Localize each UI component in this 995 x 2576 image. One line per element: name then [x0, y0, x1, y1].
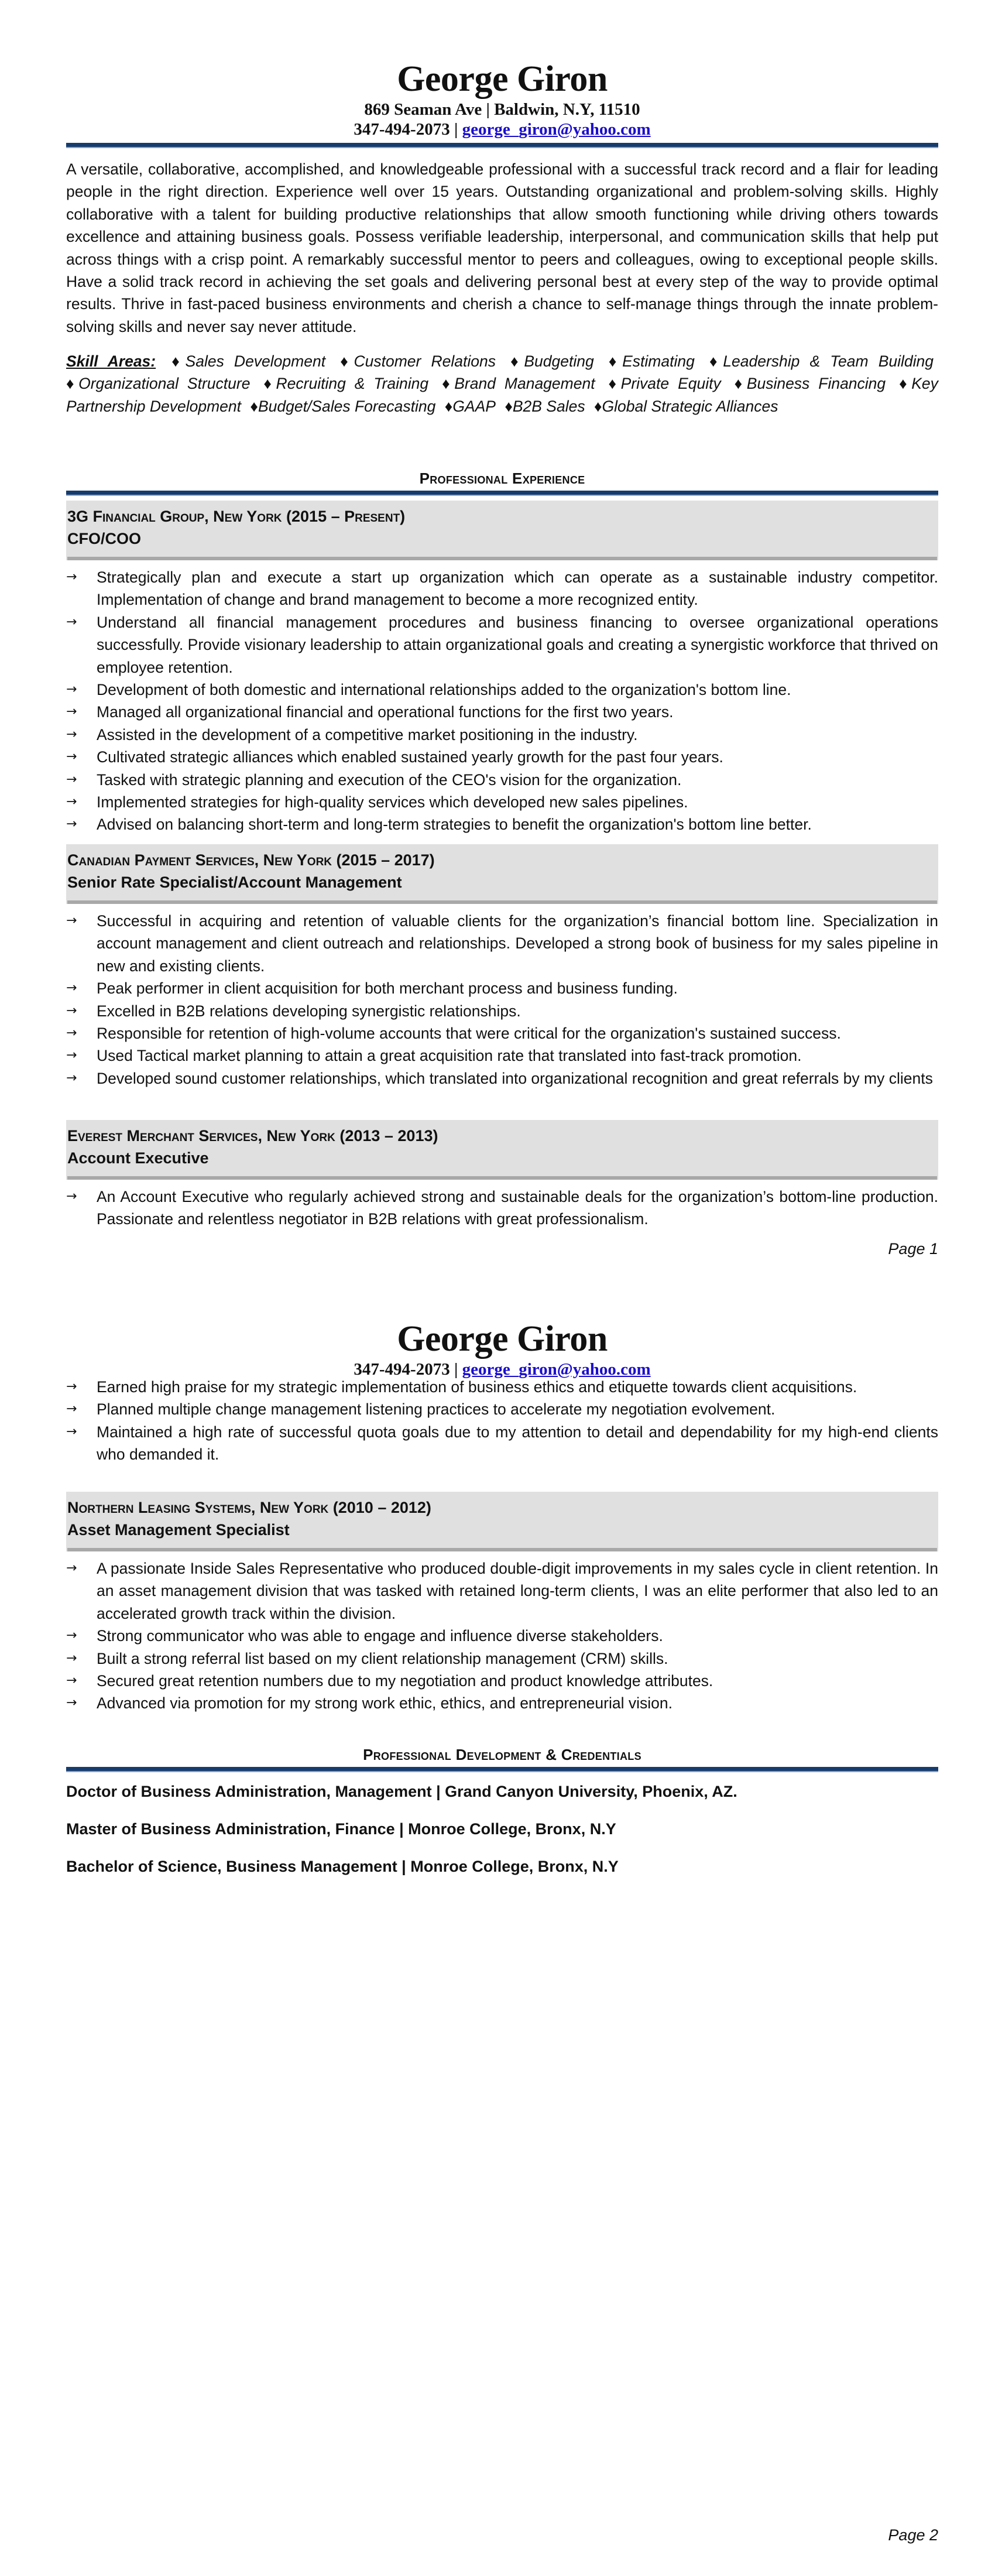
credential-item: Bachelor of Science, Business Management | Monroe College, Bronx, N.Y	[66, 1858, 619, 1875]
skill-item: ♦Customer Relations	[340, 352, 496, 370]
skill-item: ♦Budget/Sales Forecasting	[250, 397, 436, 415]
arrow-right-icon: →	[66, 1189, 77, 1204]
job-title: Account Executive	[67, 1149, 209, 1167]
job-company: Canadian Payment Services, New York (2015 – 2017)	[67, 851, 435, 869]
page-number: Page 2	[888, 2526, 938, 2544]
skill-item: ♦Budgeting	[510, 352, 594, 370]
list-item: → Planned multiple change management listening practices to accelerate my negotiation evolvement.	[66, 1398, 938, 1420]
list-item: → Peak performer in client acquisition for both merchant process and business funding.	[66, 977, 938, 999]
arrow-right-icon: →	[66, 1695, 77, 1711]
phone-number: 347-494-2073	[354, 120, 450, 139]
job-header	[66, 1120, 938, 1180]
candidate-name: George Giron	[397, 59, 608, 99]
arrow-right-icon: →	[66, 1402, 77, 1417]
skill-item: ♦Private Equity	[608, 375, 721, 393]
job-header	[66, 501, 938, 560]
job-bullets	[66, 1186, 938, 1231]
job-company: Everest Merchant Services, New York (2013 – 2013)	[67, 1127, 438, 1145]
skill-item: ♦Organizational Structure	[66, 375, 251, 393]
job-entry	[66, 1120, 938, 1231]
arrow-right-icon: →	[66, 1650, 77, 1666]
job-header	[66, 844, 938, 904]
job-company: Northern Leasing Systems, New York (2010 – 2012)	[67, 1499, 431, 1516]
arrow-right-icon: →	[66, 1561, 77, 1575]
skill-item: ♦Key Partnership Development	[66, 375, 938, 415]
list-item: → Understand all financial management procedures and business financing to oversee organizational operations successfully. Provide visionary leadership to attain organizational goals and creating a synergistic workforce that thrived on employee retention.	[66, 611, 938, 679]
resume-header	[66, 59, 938, 148]
list-item: → Tasked with strategic planning and execution of the CEO's vision for the organization.	[66, 769, 938, 791]
skill-item: ♦B2B Sales	[505, 397, 585, 415]
header-divider	[66, 143, 938, 148]
arrow-right-icon: →	[66, 772, 77, 787]
contact-separator: |	[450, 120, 462, 139]
arrow-right-icon: →	[66, 682, 77, 697]
contact-separator: |	[450, 1360, 462, 1379]
list-item: → Development of both domestic and international relationships added to the organization's bottom line.	[66, 679, 938, 701]
email-link[interactable]: george_giron@yahoo.com	[462, 120, 651, 139]
arrow-right-icon: →	[66, 704, 77, 720]
arrow-right-icon: →	[66, 1026, 77, 1041]
list-item: → Responsible for retention of high-volume accounts that were critical for the organization's sustained success.	[66, 1022, 938, 1044]
list-item: → Managed all organizational financial and operational functions for the first two years.	[66, 701, 938, 723]
list-item: → Advanced via promotion for my strong work ethic, ethics, and entrepreneurial vision.	[66, 1692, 938, 1714]
skill-item: ♦Estimating	[608, 352, 695, 370]
list-item: → Developed sound customer relationships, which translated into organizational recognition and great referrals by my clients	[66, 1067, 938, 1090]
job-company: 3G Financial Group, New York (2015 – Present)	[67, 508, 406, 525]
list-item: → An Account Executive who regularly achieved strong and sustainable deals for the organization’s bottom-line production. Passionate and relentless negotiator in B2B relations with great professionalism.	[66, 1186, 938, 1231]
candidate-name: George Giron	[397, 1319, 608, 1359]
phone-number: 347-494-2073	[354, 1360, 450, 1379]
arrow-right-icon: →	[66, 1070, 77, 1085]
resume-header	[66, 1318, 938, 1379]
job-bullets	[66, 1557, 938, 1715]
job-entry	[66, 1492, 938, 1715]
list-item: → Successful in acquiring and retention of valuable clients for the organization’s financial bottom line. Specialization in account management and client outreach and relationships. Developed a strong book of business for my sales pipeline in new and existing clients.	[66, 910, 938, 977]
job-title: Senior Rate Specialist/Account Management	[67, 873, 402, 891]
list-item: → Built a strong referral list based on my client relationship management (CRM) skills.	[66, 1647, 938, 1670]
arrow-right-icon: →	[66, 1379, 77, 1394]
address-line: 869 Seaman Ave | Baldwin, N.Y, 11510	[364, 100, 640, 119]
list-item: → Assisted in the development of a competitive market positioning in the industry.	[66, 724, 938, 746]
skill-areas-label: Skill Areas:	[66, 352, 156, 370]
list-item: → Implemented strategies for high-quality services which developed new sales pipelines.	[66, 791, 938, 813]
contact-line	[66, 119, 938, 139]
skill-areas	[66, 350, 938, 417]
credential-item: Doctor of Business Administration, Management | Grand Canyon University, Phoenix, AZ.	[66, 1783, 737, 1800]
job-header	[66, 1492, 938, 1551]
section-divider	[66, 1767, 938, 1772]
arrow-right-icon: →	[66, 1673, 77, 1688]
job-entry	[66, 501, 938, 836]
job-header-bar	[67, 1548, 937, 1551]
credentials-section	[66, 1745, 938, 1893]
page-number: Page 1	[888, 1240, 938, 1258]
job-bullets	[66, 910, 938, 1090]
arrow-right-icon: →	[66, 1048, 77, 1063]
professional-summary: A versatile, collaborative, accomplished, and knowledgeable professional with a successful track record and a flair for leading people in the right direction. Experience well over 15 years. Outstanding organizational and problem-solving skills. Highly collaborative with a talent for building productive relationships that allow smooth functioning while driving others towards excellence and attaining business goals. Possess verifiable leadership, interpersonal, and communication skills that help put across things with a crisp point. A remarkably successful mentor to peers and colleagues, owing to exceptional people skills. Have a solid track record in achieving the set goals and delivering personal best at every step of the way to provide optimal results. Thrive in fast-paced business environments and cherish a chance to self-manage things through the innate problem-solving skills and never say never attitude.	[66, 160, 938, 335]
job-entry	[66, 844, 938, 1090]
list-item: → Advised on balancing short-term and long-term strategies to benefit the organization's bottom line better.	[66, 813, 938, 835]
skill-item: ♦Brand Management	[442, 375, 595, 393]
skill-item: ♦Leadership & Team Building	[709, 352, 934, 370]
arrow-right-icon: →	[66, 614, 77, 629]
credential-item: Master of Business Administration, Finance | Monroe College, Bronx, N.Y	[66, 1820, 616, 1838]
arrow-right-icon: →	[66, 913, 77, 928]
skill-item: ♦Business Financing	[734, 375, 886, 393]
job-header-bar	[67, 557, 937, 560]
skill-item: ♦Sales Development	[171, 352, 326, 370]
arrow-right-icon: →	[66, 817, 77, 832]
arrow-right-icon: →	[66, 1424, 77, 1439]
section-divider	[66, 491, 938, 496]
skill-item: ♦Global Strategic Alliances	[593, 397, 778, 415]
job-title: Asset Management Specialist	[67, 1521, 290, 1539]
skill-item: ♦Recruiting & Training	[263, 375, 429, 393]
list-item: → Excelled in B2B relations developing synergistic relationships.	[66, 1000, 938, 1022]
email-link[interactable]: george_giron@yahoo.com	[462, 1360, 651, 1379]
arrow-right-icon: →	[66, 727, 77, 742]
job-entry-continued	[66, 1376, 938, 1466]
arrow-right-icon: →	[66, 1628, 77, 1643]
list-item: → Maintained a high rate of successful quota goals due to my attention to detail and dependability for my high-end clients who demanded it.	[66, 1421, 938, 1466]
job-header-bar	[67, 900, 937, 904]
arrow-right-icon: →	[66, 1003, 77, 1018]
job-title: CFO/COO	[67, 530, 141, 547]
experience-section	[66, 468, 938, 836]
job-bullets	[66, 1376, 938, 1466]
section-title-experience: Professional Experience	[419, 470, 585, 487]
arrow-right-icon: →	[66, 981, 77, 996]
skill-item: ♦GAAP	[444, 397, 496, 415]
list-item: → Cultivated strategic alliances which enabled sustained yearly growth for the past four years.	[66, 746, 938, 768]
job-bullets	[66, 566, 938, 836]
arrow-right-icon: →	[66, 570, 77, 584]
list-item: → Used Tactical market planning to attain a great acquisition rate that translated into fast-track promotion.	[66, 1044, 938, 1067]
arrow-right-icon: →	[66, 749, 77, 765]
job-header-bar	[67, 1176, 937, 1180]
list-item: → A passionate Inside Sales Representative who produced double-digit improvements in my sales cycle in client retention. In an asset management division that was tasked with retained long-term clients, I was an elite performer that also led to an accelerated growth track within the division.	[66, 1557, 938, 1625]
arrow-right-icon: →	[66, 794, 77, 810]
list-item: → Strong communicator who was able to engage and influence diverse stakeholders.	[66, 1625, 938, 1647]
section-title-credentials: Professional Development & Credentials	[363, 1746, 641, 1763]
page-2	[0, 1288, 995, 2576]
list-item: → Secured great retention numbers due to my negotiation and product knowledge attributes.	[66, 1670, 938, 1692]
list-item: → Earned high praise for my strategic implementation of business ethics and etiquette towards client acquisitions.	[66, 1376, 938, 1398]
list-item: → Strategically plan and execute a start up organization which can operate as a sustainable industry competitor. Implementation of change and brand management to become a more recognized entity.	[66, 566, 938, 611]
